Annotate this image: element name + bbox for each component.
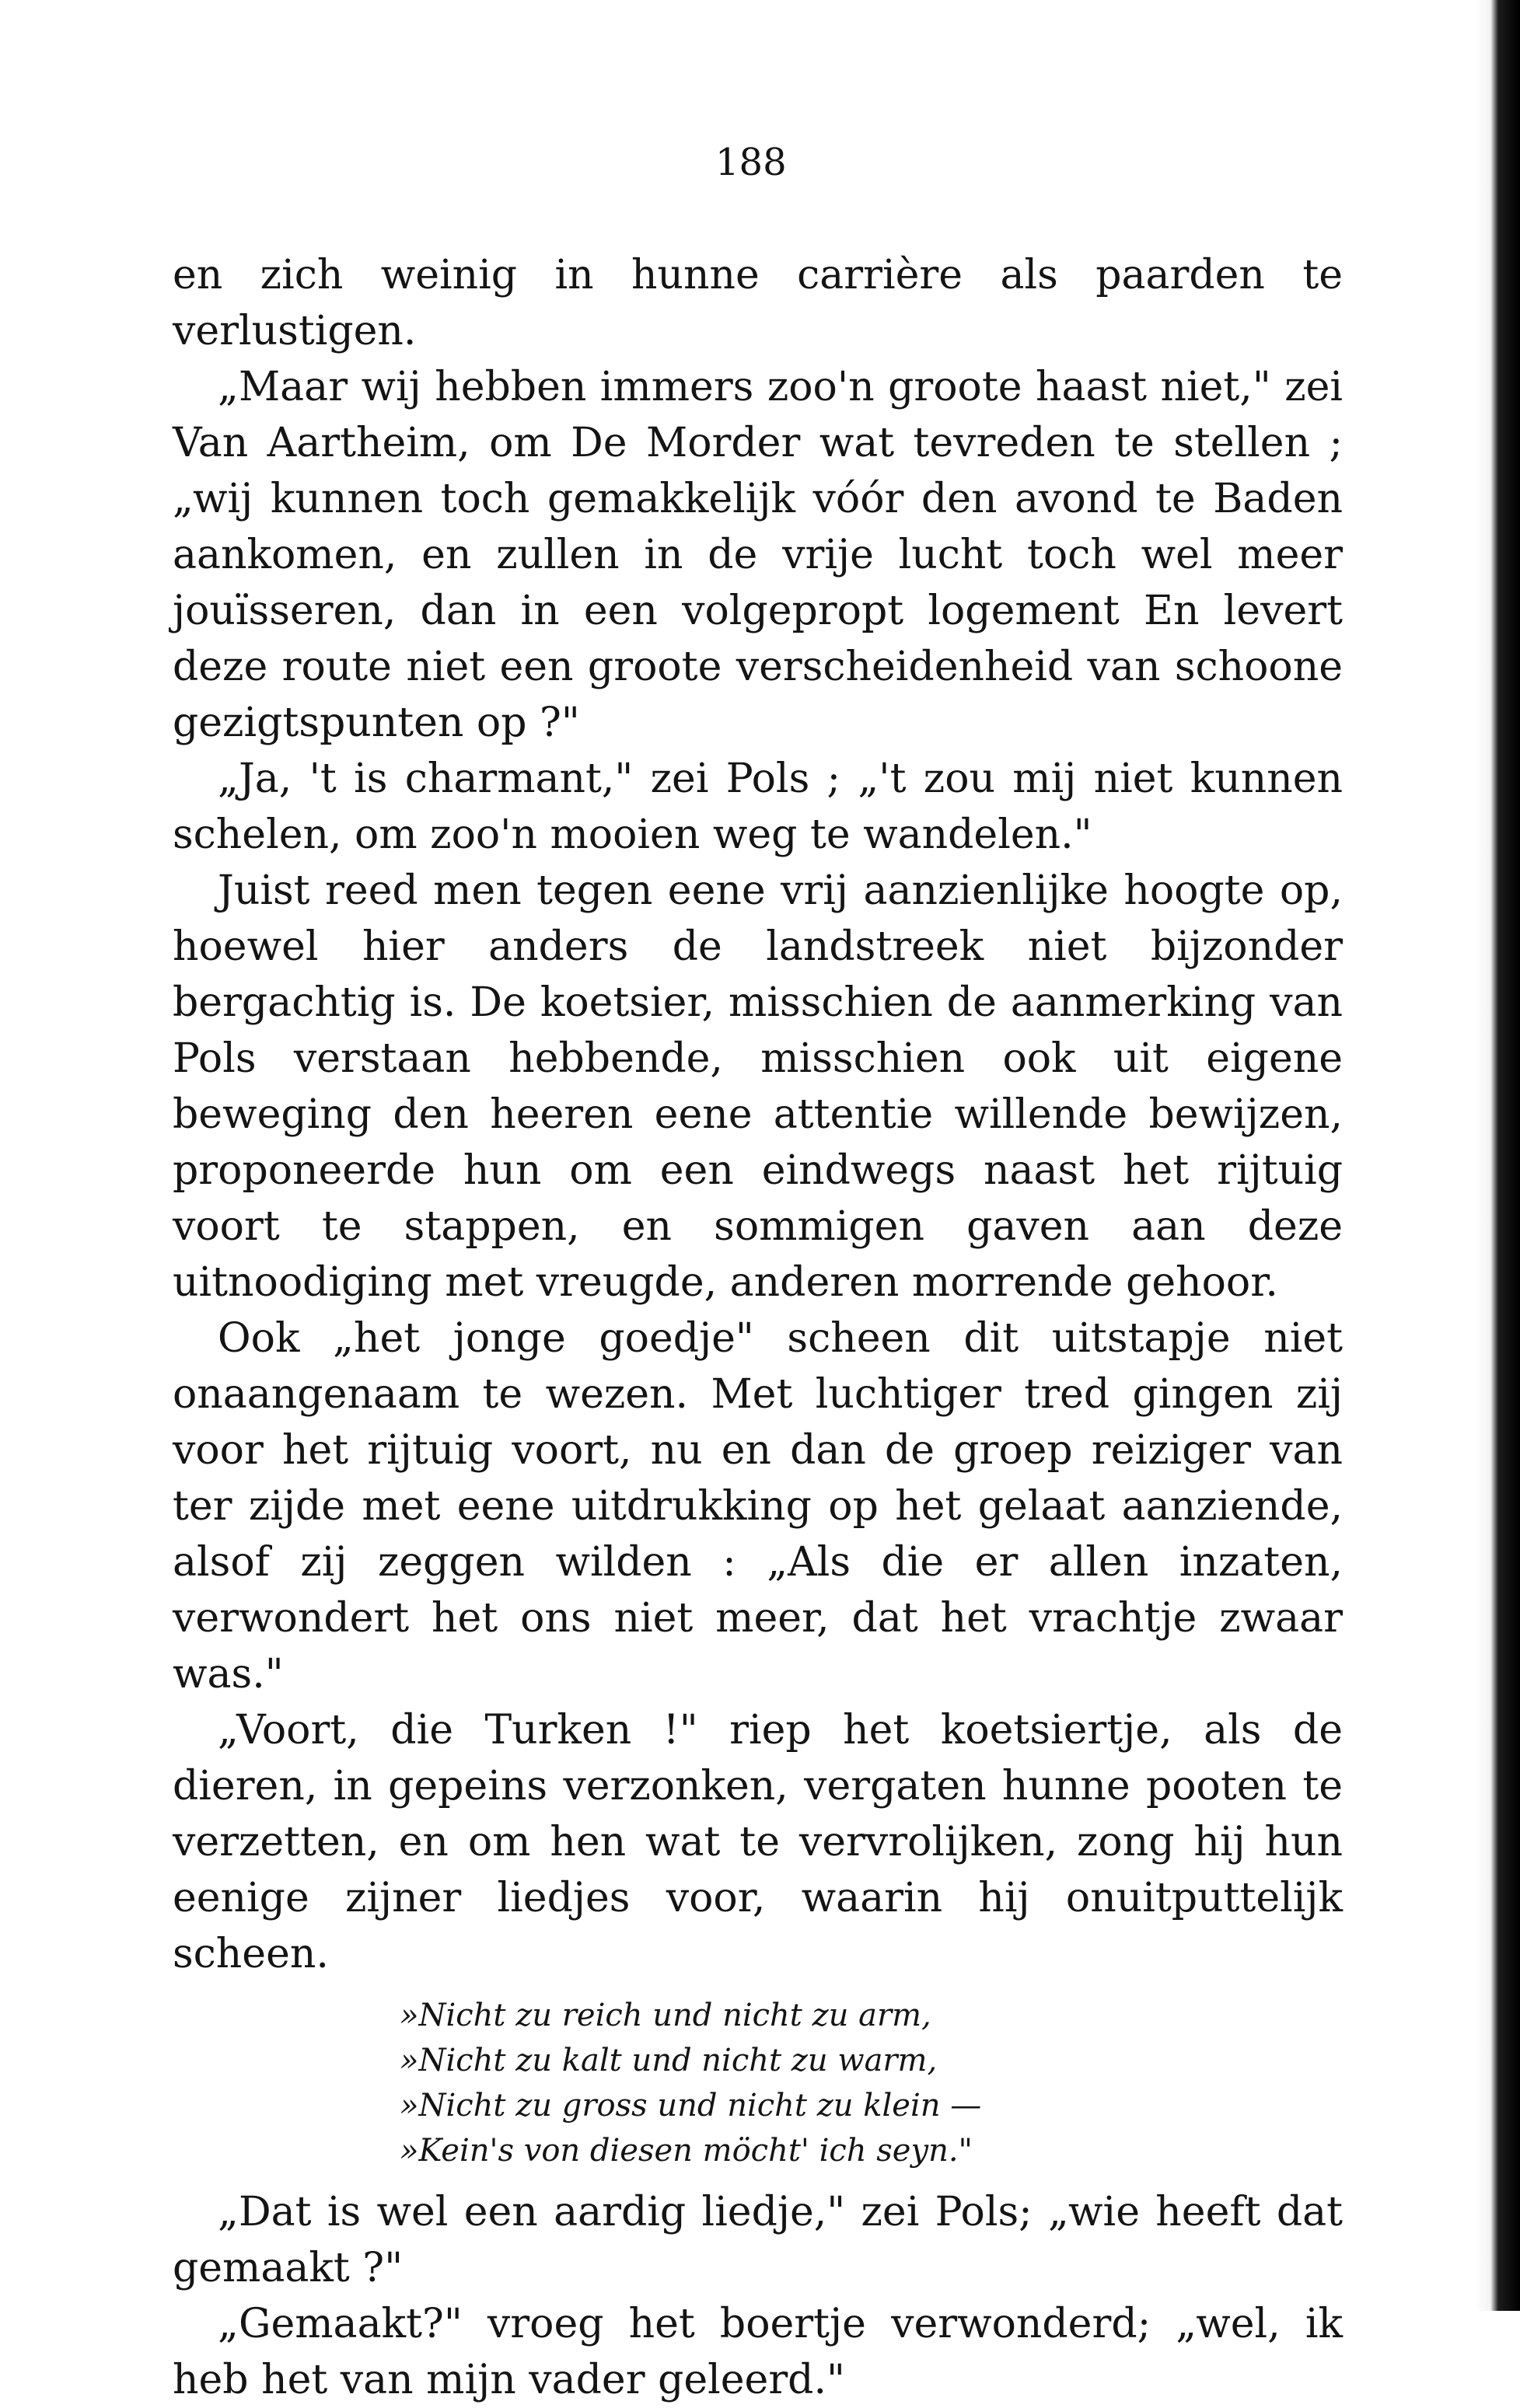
body-text <box>173 247 1343 2408</box>
verse-line: »Nicht zu kalt und nicht zu warm, <box>400 2043 938 2078</box>
page-edge-shadow <box>1475 0 1520 2311</box>
page-number: 188 <box>715 141 787 184</box>
paragraph: „Maar wij hebben immers zoo'n groote haast niet," zei Van Aartheim, om De Morder wat tevreden te stellen ; „wij kunnen toch gemakkelijk vóór den avond te Baden aankomen, en zullen in de vrije lucht toch wel meer jouïsseren, dan in een volgepropt logement En levert deze route niet een groote verscheidenheid van schoone gezigtspunten op ?" <box>173 364 1343 746</box>
verse-line: »Nicht zu reich und nicht zu arm, <box>400 1998 931 2033</box>
paragraph: Ook „het jonge goedje" scheen dit uitstapje niet onaangenaam te wezen. Met luchtiger tred gingen zij voor het rijtuig voort, nu en dan de groep reiziger van ter zijde met eene uitdrukking op het gelaat aanziende, alsof zij zeggen wilden : „Als die er allen inzaten, verwondert het ons niet meer, dat het vrachtje zwaar was." <box>173 1315 1343 1698</box>
verse-line: »Kein's von diesen möcht' ich seyn." <box>400 2133 973 2169</box>
paragraph: „Ja, 't is charmant," zei Pols ; „'t zou mij niet kunnen schelen, om zoo'n mooien weg te wandelen." <box>173 756 1343 858</box>
verse-line: »Nicht zu gross und nicht zu klein — <box>400 2088 982 2124</box>
paragraph: „Voort, die Turken !" riep het koetsiertje, als de dieren, in gepeins verzonken, vergaten hunne pooten te verzetten, en om hen wat te vervrolijken, zong hij hun eenige zijner liedjes voor, waarin hij onuitputtelijk scheen. <box>173 1707 1343 1977</box>
song-verse <box>173 1993 1343 2173</box>
paragraph: Juist reed men tegen eene vrij aanzienlijke hoogte op, hoewel hier anders de landstreek niet bijzonder bergachtig is. De koetsier, misschien de aanmerking van Pols verstaan hebbende, misschien ook uit eigene beweging den heeren eene attentie willende bewijzen, proponeerde hun om een eindwegs naast het rijtuig voort te stappen, en sommigen gaven aan deze uitnoodiging met vreugde, anderen morrende gehoor. <box>173 867 1343 1306</box>
paragraph: „Gemaakt?" vroeg het boertje verwonderd; „wel, ik heb het van mijn vader geleerd." <box>173 2301 1343 2403</box>
paragraph: „Dat is wel een aardig liedje," zei Pols; „wie heeft dat gemaakt ?" <box>173 2189 1343 2291</box>
paragraph: en zich weinig in hunne carrière als paarden te verlustigen. <box>173 252 1343 354</box>
